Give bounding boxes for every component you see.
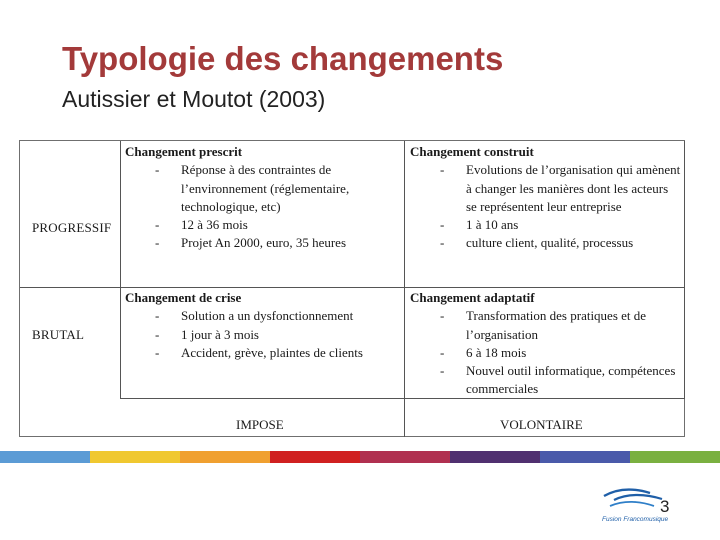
cell-title: Changement adaptatif [410, 290, 535, 305]
cell-item: - Accident, grève, plaintes de clients [125, 344, 401, 362]
color-stripe [270, 451, 360, 463]
cell-item: - Projet An 2000, euro, 35 heures [125, 234, 401, 252]
color-stripe [90, 451, 180, 463]
grid-line [120, 141, 121, 399]
color-stripe-bar [0, 451, 720, 463]
cell-item: - 12 à 36 mois [125, 216, 401, 234]
cell-item: - Evolutions de l’organisation qui amènent à changer les manières dont les acteurs se représentent leur entreprise [410, 161, 682, 216]
cell-item: - Solution a un dysfonctionnement [125, 307, 401, 325]
cell-title: Changement prescrit [125, 144, 243, 159]
color-stripe [0, 451, 90, 463]
slide-subtitle: Autissier et Moutot (2003) [62, 86, 326, 112]
column-label-impose: IMPOSE [236, 417, 284, 432]
row-label-progressif: PROGRESSIF [32, 220, 112, 235]
cell-item: - Réponse à des contraintes de l’environnement (réglementaire, technologique, etc) [125, 161, 401, 216]
color-stripe [360, 451, 450, 463]
cell-title: Changement de crise [125, 290, 242, 305]
cell-item: - 1 à 10 ans [410, 216, 682, 234]
column-label-volontaire: VOLONTAIRE [500, 417, 583, 432]
cell-changement-construit [410, 143, 682, 253]
page-number: 3 [660, 497, 670, 516]
color-stripe [630, 451, 720, 463]
grid-line [684, 141, 685, 399]
wave-logo-icon [600, 484, 682, 526]
grid-line [20, 287, 685, 288]
cell-item: - Transformation des pratiques et de l’organisation [410, 307, 682, 344]
change-typology-matrix [19, 140, 685, 437]
logo-caption: Fusion Francomusique [602, 516, 669, 523]
color-stripe [180, 451, 270, 463]
slide-title: Typologie des changements [62, 40, 504, 77]
cell-changement-prescrit [125, 143, 401, 253]
cell-item: - culture client, qualité, processus [410, 234, 682, 252]
color-stripe [450, 451, 540, 463]
cell-item: - 1 jour à 3 mois [125, 326, 401, 344]
cell-item: - 6 à 18 mois [410, 344, 682, 362]
row-label-brutal: BRUTAL [32, 327, 85, 342]
cell-changement-adaptatif [410, 289, 682, 399]
grid-line [404, 141, 405, 437]
cell-item: - Nouvel outil informatique, compétences commerciales [410, 362, 682, 399]
cell-title: Changement construit [410, 144, 534, 159]
color-stripe [540, 451, 630, 463]
cell-changement-de-crise [125, 289, 401, 362]
